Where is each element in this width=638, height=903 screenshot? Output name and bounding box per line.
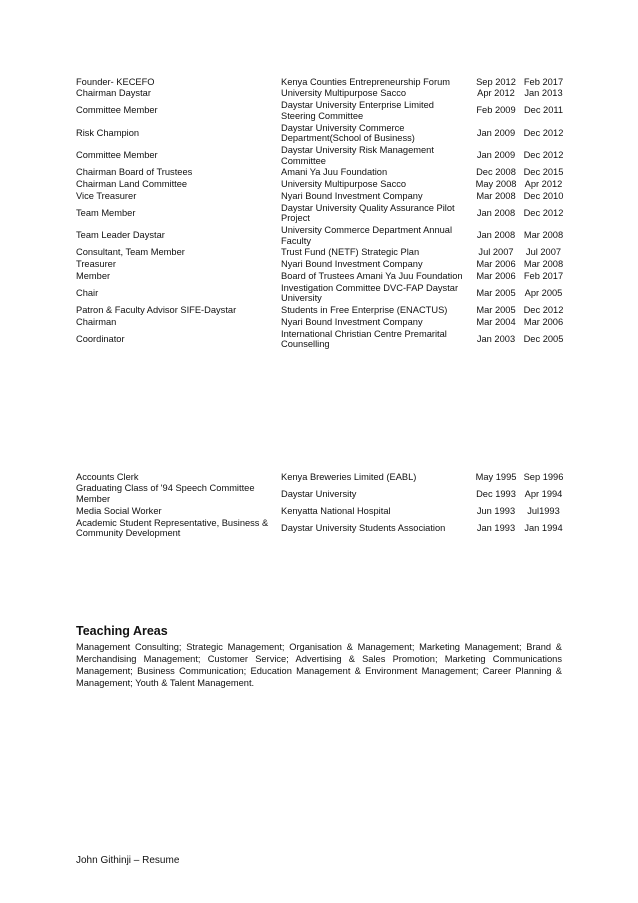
end-date-cell: Mar 2008 <box>523 259 564 270</box>
table-row <box>76 224 566 246</box>
end-date-cell: Mar 2006 <box>523 316 564 327</box>
organization-cell: Trust Fund (NETF) Strategic Plan <box>281 247 420 258</box>
end-date-cell: Dec 2012 <box>523 207 564 218</box>
end-date-cell: Jul1993 <box>527 505 560 516</box>
teaching-areas-heading: Teaching Areas <box>76 624 168 638</box>
organization-cell: International Christian Centre Premarital Counselling <box>281 328 447 350</box>
organization-cell: Students in Free Enterprise (ENACTUS) <box>281 305 448 316</box>
table-row <box>76 259 566 271</box>
organization-cell: University Multipurpose Sacco <box>281 179 407 190</box>
organization-cell: Amani Ya Juu Foundation <box>281 167 388 178</box>
roles-table <box>76 76 566 350</box>
role-cell: Team Member <box>76 207 136 218</box>
start-date-cell: Mar 2008 <box>476 190 516 201</box>
organization-cell: Daystar University Commerce Department(School of Business) <box>281 122 415 144</box>
role-cell: Chairman Daystar <box>76 88 151 99</box>
start-date-cell: Feb 2009 <box>476 105 516 116</box>
organization-cell: University Commerce Department Annual Faculty <box>281 225 453 246</box>
organization-cell: Investigation Committee DVC-FAP Daystar University <box>281 282 459 304</box>
start-date-cell: Jan 2008 <box>476 230 516 241</box>
role-cell: Chairman Board of Trustees <box>76 167 193 178</box>
table-row <box>76 483 566 505</box>
start-date-cell: Jan 2008 <box>476 207 516 218</box>
start-date-cell: Mar 2005 <box>476 288 516 299</box>
start-date-cell: Mar 2005 <box>476 305 516 316</box>
table-row <box>76 505 566 517</box>
organization-cell: Daystar University Quality Assurance Pilot Project <box>281 202 455 224</box>
end-date-cell: Mar 2008 <box>523 230 564 241</box>
role-cell: Founder- KECEFO <box>76 76 155 87</box>
role-cell: Committee Member <box>76 105 158 116</box>
organization-cell: Kenyatta National Hospital <box>281 505 391 516</box>
role-cell: Graduating Class of '94 Speech Committee Member <box>76 483 255 504</box>
role-cell: Member <box>76 270 111 281</box>
start-date-cell: Jan 2009 <box>476 127 516 138</box>
end-date-cell: Feb 2017 <box>523 76 564 87</box>
organization-cell: Daystar University Enterprise Limited Steering Committee <box>281 100 434 121</box>
table-row <box>76 202 566 224</box>
start-date-cell: Dec 1993 <box>476 488 516 499</box>
start-date-cell: Sep 2012 <box>476 76 516 87</box>
role-cell: Vice Treasurer <box>76 190 137 201</box>
organization-cell: Daystar University <box>281 488 357 499</box>
start-date-cell: Jan 2003 <box>476 333 516 344</box>
table-row <box>76 471 566 483</box>
start-date-cell: Apr 2012 <box>477 88 515 99</box>
role-cell: Risk Champion <box>76 127 140 138</box>
end-date-cell: Apr 2012 <box>524 179 563 190</box>
end-date-cell: Dec 2010 <box>523 190 564 201</box>
end-date-cell: Apr 2005 <box>524 288 563 299</box>
early-roles-table <box>76 471 566 539</box>
table-row <box>76 88 566 100</box>
organization-cell: Kenya Counties Entrepreneurship Forum <box>281 76 450 87</box>
table-row <box>76 190 566 202</box>
table-row <box>76 100 566 122</box>
table-row <box>76 282 566 304</box>
end-date-cell: Dec 2012 <box>523 150 564 161</box>
start-date-cell: Mar 2006 <box>476 270 516 281</box>
table-row <box>76 76 566 88</box>
early-roles-body <box>76 471 566 539</box>
start-date-cell: May 2008 <box>475 179 517 190</box>
end-date-cell: Jul 2007 <box>525 247 562 258</box>
start-date-cell: Mar 2006 <box>476 259 516 270</box>
organization-cell: Nyari Bound Investment Company <box>281 259 423 270</box>
end-date-cell: Dec 2015 <box>523 167 564 178</box>
start-date-cell: May 1995 <box>475 471 517 482</box>
role-cell: Committee Member <box>76 150 158 161</box>
organization-cell: Kenya Breweries Limited (EABL) <box>281 471 417 482</box>
end-date-cell: Dec 2005 <box>523 333 564 344</box>
table-row <box>76 144 566 166</box>
role-cell: Consultant, Team Member <box>76 247 185 258</box>
role-cell: Treasurer <box>76 259 116 270</box>
end-date-cell: Dec 2011 <box>523 105 564 116</box>
start-date-cell: Jun 1993 <box>476 505 516 516</box>
organization-cell: University Multipurpose Sacco <box>281 88 407 99</box>
organization-cell: Daystar University Students Association <box>281 522 446 533</box>
role-cell: Coordinator <box>76 333 125 344</box>
end-date-cell: Feb 2017 <box>523 270 564 281</box>
table-row <box>76 517 566 539</box>
table-row <box>76 305 566 317</box>
role-cell: Chairman Land Committee <box>76 179 188 190</box>
role-cell: Academic Student Representative, Business & Community Development <box>76 517 269 539</box>
organization-cell: Daystar University Risk Management Committee <box>281 144 434 166</box>
table-row <box>76 270 566 282</box>
roles-body <box>76 76 566 350</box>
table-row <box>76 316 566 328</box>
end-date-cell: Sep 1996 <box>523 471 564 482</box>
role-cell: Team Leader Daystar <box>76 230 165 241</box>
end-date-cell: Apr 1994 <box>524 488 563 499</box>
table-row <box>76 167 566 179</box>
start-date-cell: Jan 2009 <box>476 150 516 161</box>
role-cell: Patron & Faculty Advisor SIFE-Daystar <box>76 305 237 316</box>
role-cell: Chairman <box>76 316 117 327</box>
organization-cell: Nyari Bound Investment Company <box>281 190 423 201</box>
end-date-cell: Dec 2012 <box>523 305 564 316</box>
organization-cell: Nyari Bound Investment Company <box>281 316 423 327</box>
table-row <box>76 247 566 259</box>
end-date-cell: Jan 1994 <box>524 522 563 533</box>
organization-cell: Board of Trustees Amani Ya Juu Foundation <box>281 270 463 281</box>
page-footer: John Githinji – Resume <box>76 855 180 866</box>
end-date-cell: Dec 2012 <box>523 127 564 138</box>
end-date-cell: Jan 2013 <box>524 88 563 99</box>
start-date-cell: Mar 2004 <box>476 316 516 327</box>
teaching-areas-text: Management Consulting; Strategic Management; Organisation & Management; Marketing Management; Brand & Merchandising Management; Customer Service; Advertising & Sales Promotion; Marketing Communications Management; Business Communication; Education Management & Environment Management; Career Planning & Management; Youth & Talent Management. <box>76 642 562 688</box>
table-row <box>76 122 566 144</box>
table-row <box>76 178 566 190</box>
table-row <box>76 328 566 350</box>
role-cell: Chair <box>76 288 99 299</box>
start-date-cell: Jul 2007 <box>478 247 514 258</box>
start-date-cell: Jan 1993 <box>476 522 516 533</box>
role-cell: Accounts Clerk <box>76 471 139 482</box>
role-cell: Media Social Worker <box>76 505 162 516</box>
start-date-cell: Dec 2008 <box>476 167 516 178</box>
